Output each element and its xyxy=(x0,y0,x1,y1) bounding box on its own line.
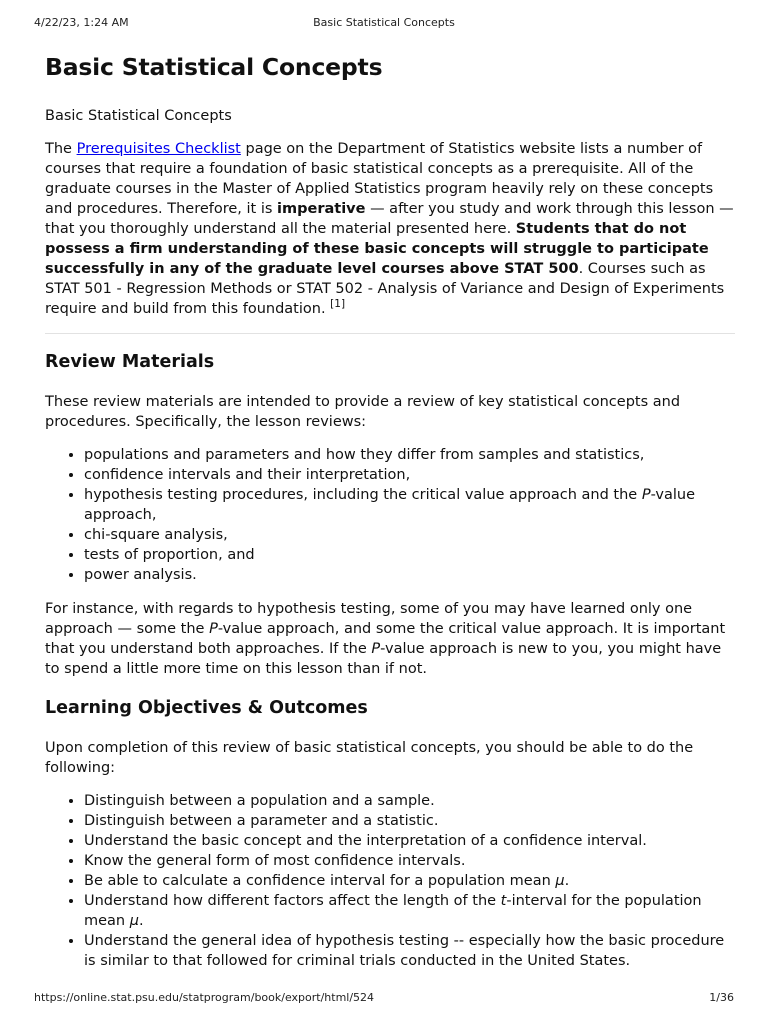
objectives-intro: Upon completion of this review of basic statistical concepts, you should be able to do the following: xyxy=(45,740,694,776)
list-item: • Distinguish between a population and a sample. xyxy=(84,791,735,811)
print-header xyxy=(34,16,734,32)
list-item: • tests of proportion, and xyxy=(84,545,735,565)
list-item: • Understand how different factors affect the length of the t-interval for the population mean μ. xyxy=(84,891,735,931)
prerequisites-checklist-link[interactable]: Prerequisites Checklist xyxy=(76,141,241,157)
divider xyxy=(45,333,735,334)
intro-paragraph xyxy=(45,139,735,319)
page-subtitle: Basic Statistical Concepts xyxy=(45,108,232,124)
footnote-link[interactable]: [1] xyxy=(330,298,346,310)
list-item: • Be able to calculate a confidence interval for a population mean μ. xyxy=(84,871,735,891)
list-item: • chi-square analysis, xyxy=(84,525,735,545)
intro-text-4: . Courses such as STAT 501 - Regression Methods or STAT 502 - Analysis of Variance and Design of Experiments require and build from this foundation. xyxy=(45,261,725,317)
print-footer xyxy=(34,991,734,1007)
print-title: Basic Statistical Concepts xyxy=(313,16,455,29)
intro-text-1: The xyxy=(45,141,77,157)
page-number: 1/36 xyxy=(709,991,734,1004)
print-date: 4/22/23, 1:24 AM xyxy=(34,16,129,29)
intro-text-3: — after you study and work through this lesson — that you thoroughly understand all the material presented here. xyxy=(45,201,734,237)
review-intro: These review materials are intended to provide a review of key statistical concepts and procedures. Specifically, the lesson reviews: xyxy=(45,394,681,430)
list-item: • populations and parameters and how they differ from samples and statistics, xyxy=(84,445,735,465)
list-item: • power analysis. xyxy=(84,565,735,585)
list-item: • confidence intervals and their interpretation, xyxy=(84,465,735,485)
list-item: • hypothesis testing procedures, including the critical value approach and the P-value approach, xyxy=(84,485,735,525)
list-item: • Distinguish between a parameter and a statistic. xyxy=(84,811,735,831)
print-url: https://online.stat.psu.edu/statprogram/book/export/html/524 xyxy=(34,991,375,1004)
review-list xyxy=(45,445,735,585)
document-content xyxy=(45,50,735,985)
intro-text-2: page on the Department of Statistics website lists a number of courses that require a foundation of basic statistical concepts as a prerequisite. All of the graduate courses in the Master of Applied Statistics program heavily rely on these concepts and procedures. Therefore, it is xyxy=(45,141,714,217)
intro-bold-imperative: imperative xyxy=(277,201,366,217)
list-item: • Understand the general idea of hypothesis testing -- especially how the basic procedure is similar to that followed for criminal trials conducted in the United States. xyxy=(84,931,735,971)
list-item: • Understand the basic concept and the interpretation of a confidence interval. xyxy=(84,831,735,851)
list-item: • Know the general form of most confidence intervals. xyxy=(84,851,735,871)
review-materials-heading: Review Materials xyxy=(45,352,215,372)
hypothesis-paragraph: For instance, with regards to hypothesis testing, some of you may have learned only one approach — some the P-value approach, and some the critical value approach. It is important that you understand both approaches. If the P-value approach is new to you, you might have to spend a little more time on this lesson than if not. xyxy=(45,601,726,677)
objectives-list xyxy=(45,791,735,971)
page-title: Basic Statistical Concepts xyxy=(45,53,383,81)
intro-bold-warning: Students that do not possess a firm understanding of these basic concepts will struggle to participate successfully in any of the graduate level courses above STAT 500 xyxy=(45,221,709,277)
learning-objectives-heading: Learning Objectives & Outcomes xyxy=(45,698,368,718)
